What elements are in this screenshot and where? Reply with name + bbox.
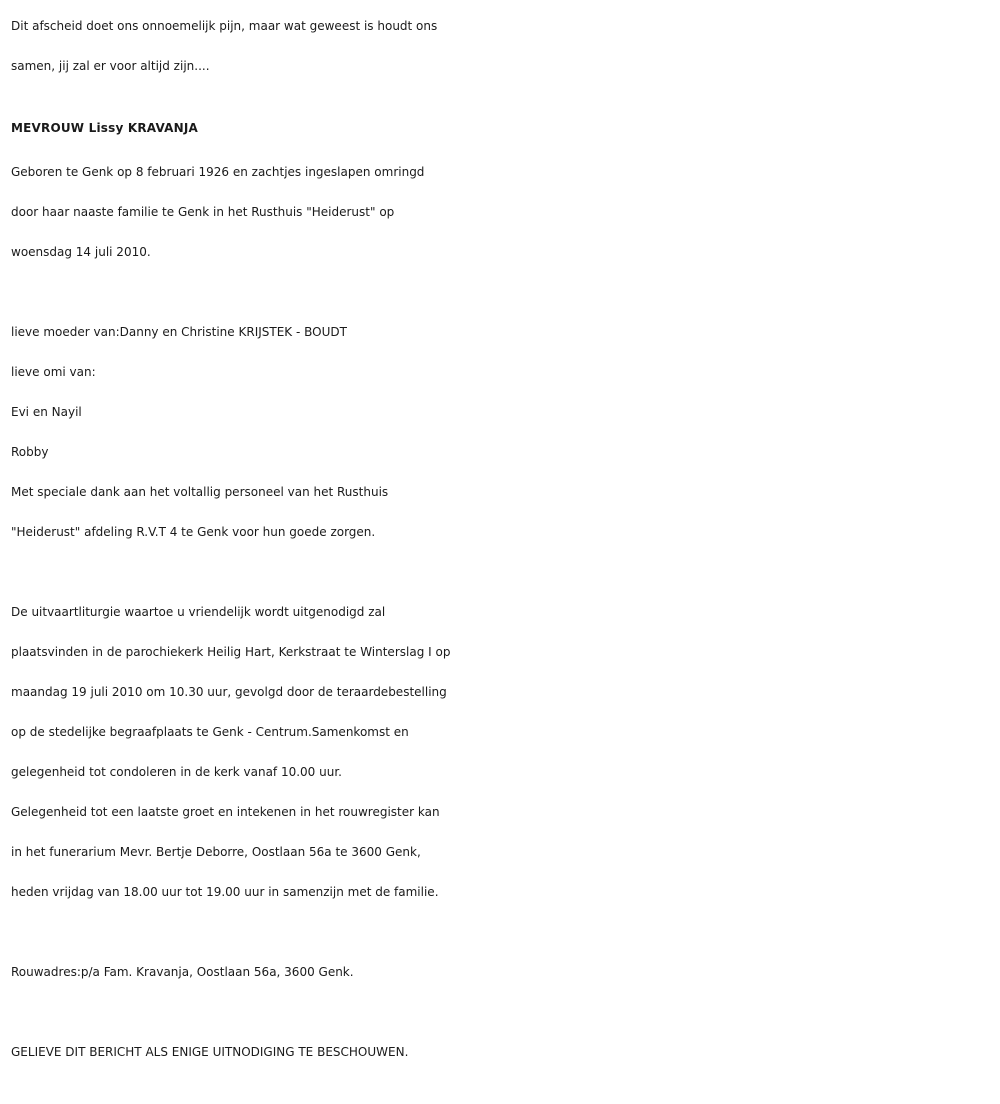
liturgy-line: in het funerarium Mevr. Bertje Deborre, Oostlaan 56a te 3600 Genk,	[11, 845, 421, 859]
quote-line: Dit afscheid doet ons onnoemelijk pijn, maar wat geweest is houdt ons	[11, 19, 438, 33]
closing-notice: GELIEVE DIT BERICHT ALS ENIGE UITNODIGING TE BESCHOUWEN.	[11, 1045, 409, 1059]
deceased-name: MEVROUW Lissy KRAVANJA	[11, 121, 199, 135]
liturgy-line: heden vrijdag van 18.00 uur tot 19.00 uur in samenzijn met de familie.	[11, 885, 439, 899]
liturgy-line: De uitvaartliturgie waartoe u vriendelijk wordt uitgenodigd zal	[11, 605, 386, 619]
birth-block	[11, 152, 990, 272]
birth-line: door haar naaste familie te Genk in het Rusthuis "Heiderust" op	[11, 205, 395, 219]
birth-line: Geboren te Genk op 8 februari 1926 en zachtjes ingeslapen omringd	[11, 165, 425, 179]
family-block	[11, 312, 990, 552]
family-line: "Heiderust" afdeling R.V.T 4 te Genk voor hun goede zorgen.	[11, 525, 376, 539]
liturgy-line: op de stedelijke begraafplaats te Genk - Centrum.Samenkomst en	[11, 725, 409, 739]
liturgy-line: gelegenheid tot condoleren in de kerk vanaf 10.00 uur.	[11, 765, 342, 779]
liturgy-line: Gelegenheid tot een laatste groet en intekenen in het rouwregister kan	[11, 805, 440, 819]
family-line: Met speciale dank aan het voltallig personeel van het Rusthuis	[11, 485, 389, 499]
family-line: lieve moeder van:Danny en Christine KRIJSTEK - BOUDT	[11, 325, 347, 339]
family-line: lieve omi van:	[11, 365, 96, 379]
birth-line: woensdag 14 juli 2010.	[11, 245, 151, 259]
spacer	[11, 912, 990, 952]
spacer	[11, 552, 990, 592]
spacer	[11, 992, 990, 1032]
liturgy-line: plaatsvinden in de parochiekerk Heilig Hart, Kerkstraat te Winterslag I op	[11, 645, 451, 659]
liturgy-block	[11, 592, 990, 912]
spacer	[11, 272, 990, 312]
family-line: Robby	[11, 445, 49, 459]
family-line: Evi en Nayil	[11, 405, 82, 419]
mourning-address: Rouwadres:p/a Fam. Kravanja, Oostlaan 56a, 3600 Genk.	[11, 965, 354, 979]
liturgy-line: maandag 19 juli 2010 om 10.30 uur, gevolgd door de teraardebestelling	[11, 685, 447, 699]
quote-block	[11, 6, 990, 86]
quote-line: samen, jij zal er voor altijd zijn....	[11, 59, 210, 73]
